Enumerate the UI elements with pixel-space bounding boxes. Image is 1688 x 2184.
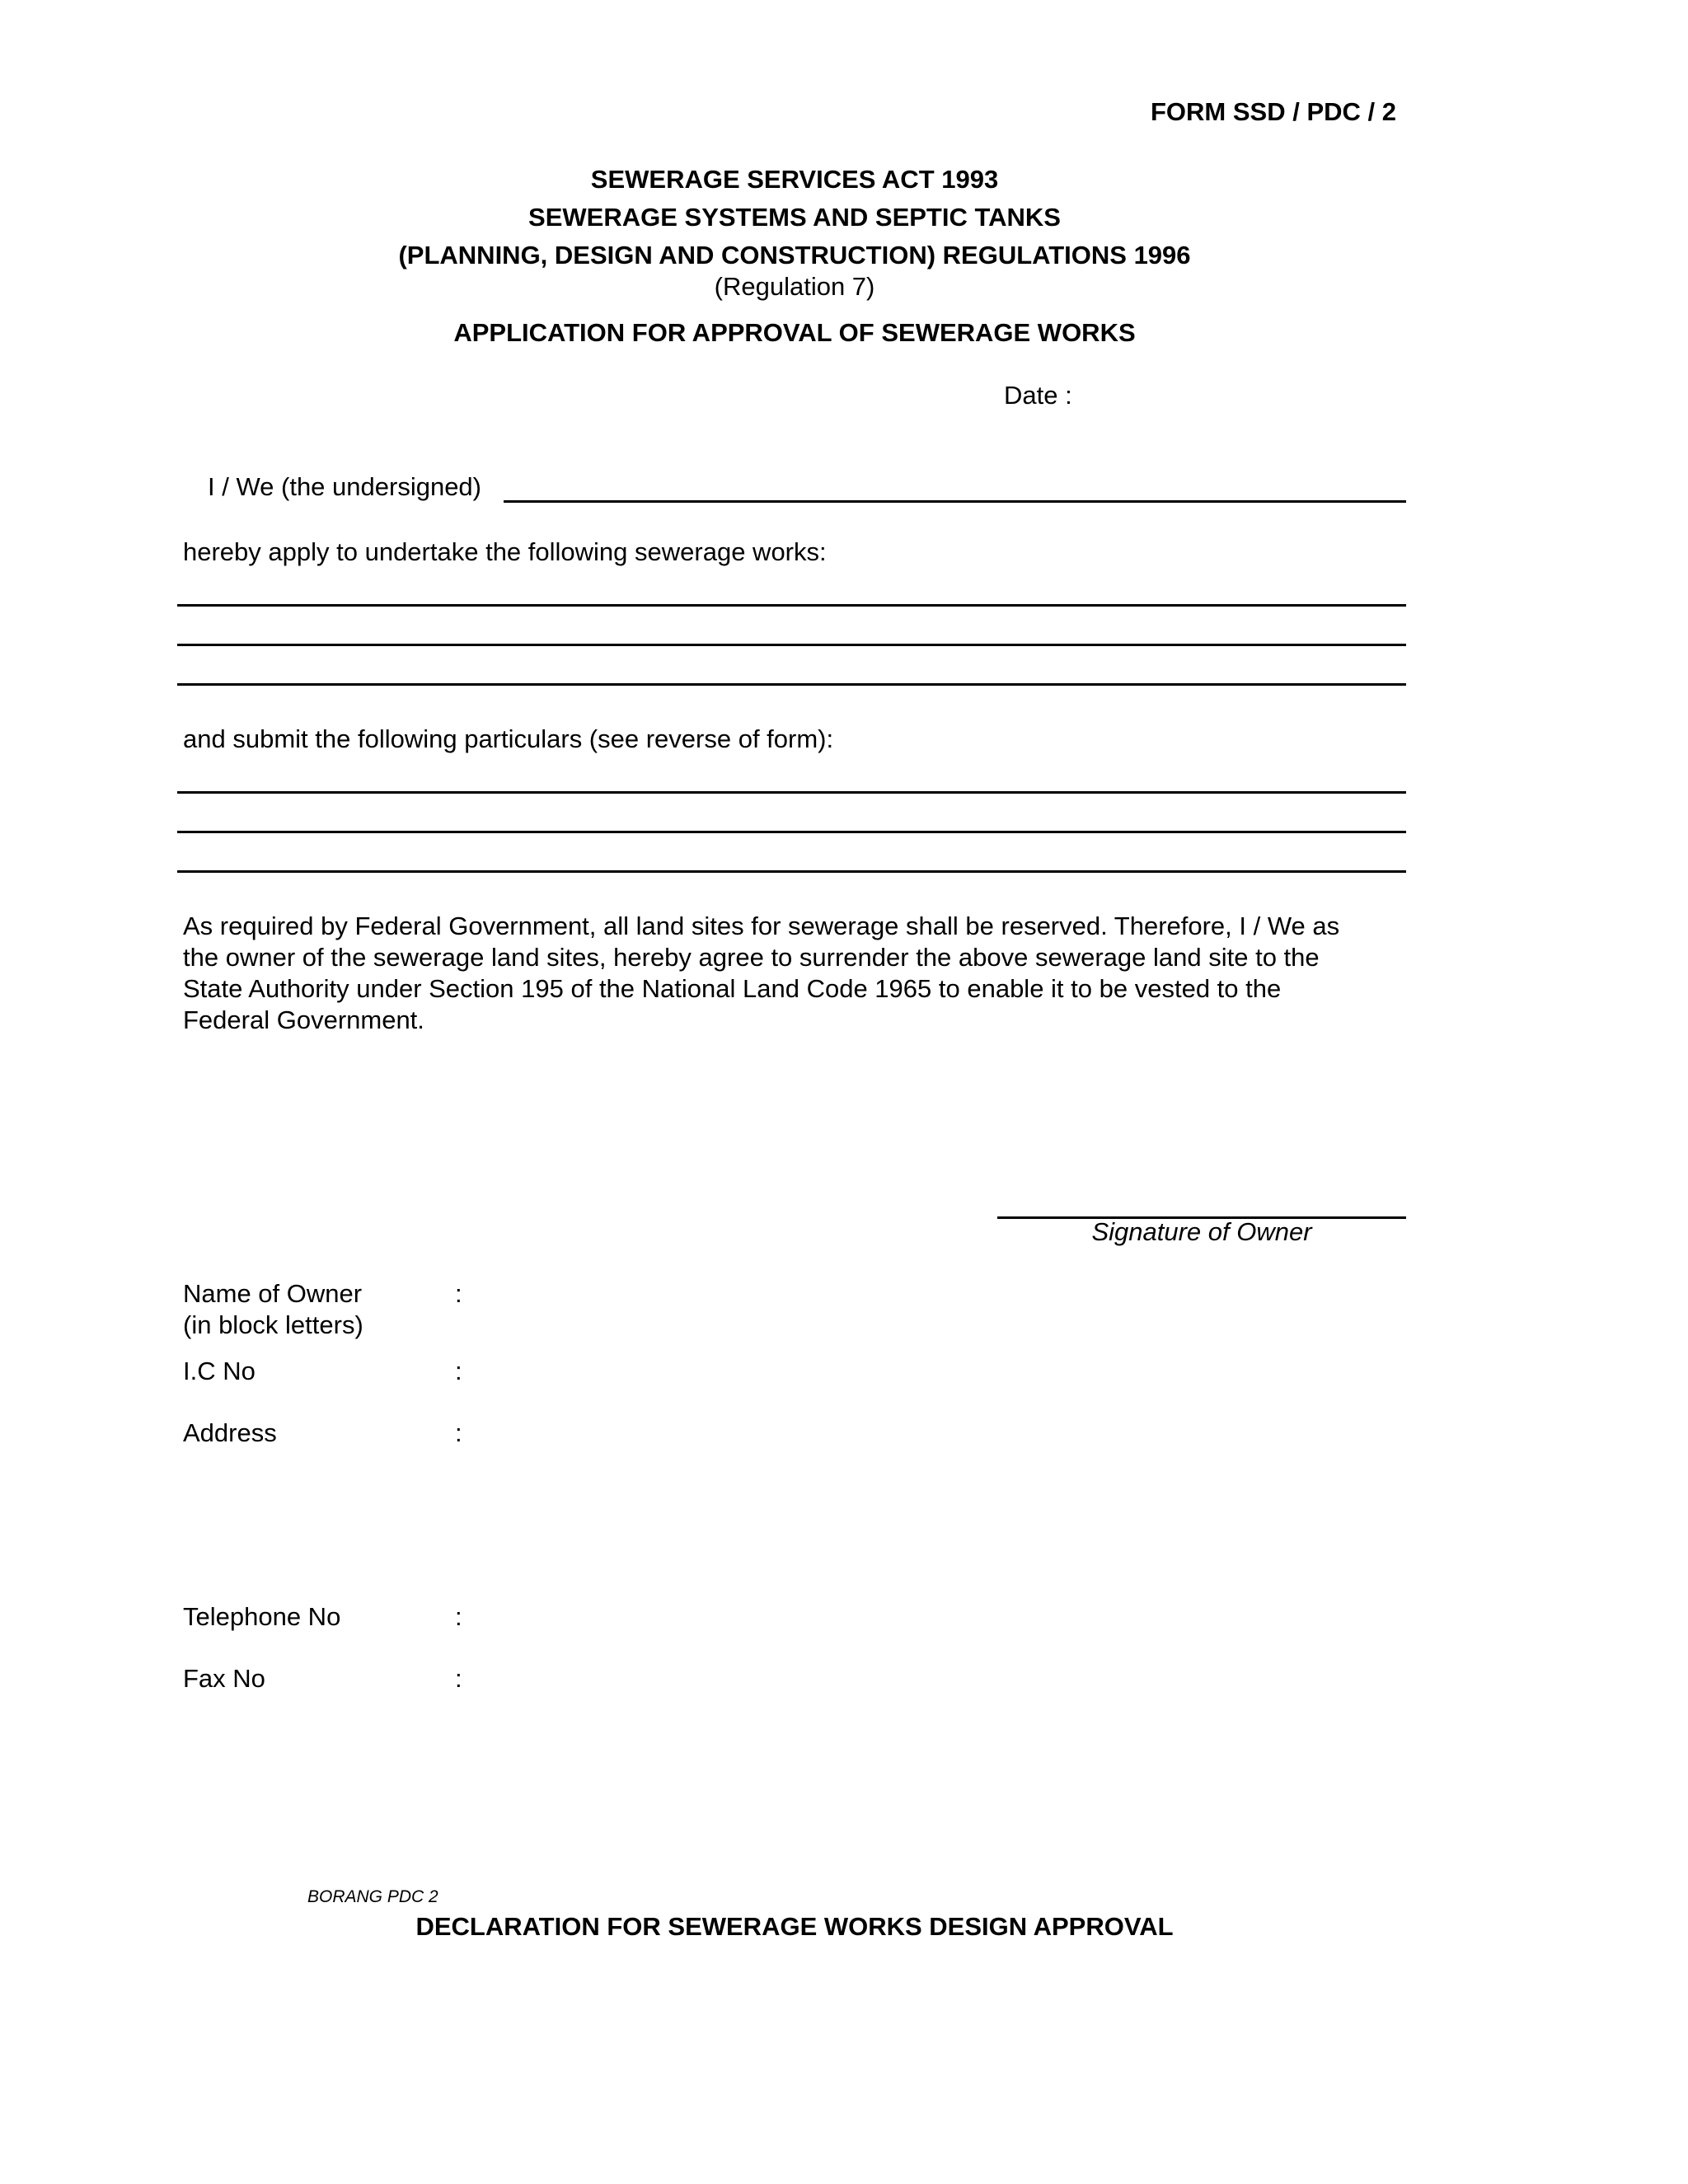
declaration-line: State Authority under Section 195 of the National Land Code 1965 to enable it to be vested to the <box>183 974 1282 1003</box>
particulars-intro: and submit the following particulars (see reverse of form): <box>183 724 834 753</box>
works-intro: hereby apply to undertake the following sewerage works: <box>183 537 827 566</box>
owner-name-sublabel: (in block letters) <box>183 1310 363 1339</box>
signature-label: Signature of Owner <box>1091 1217 1312 1246</box>
form-code: FORM SSD / PDC / 2 <box>1151 97 1396 126</box>
telephone-colon: : <box>455 1602 462 1631</box>
works-line-1[interactable] <box>177 604 1406 607</box>
telephone-label: Telephone No <box>183 1602 341 1631</box>
owner-name-colon: : <box>455 1279 462 1308</box>
regulation-reference: (Regulation 7) <box>714 272 875 301</box>
ic-no-colon: : <box>455 1357 462 1385</box>
declaration-paragraph <box>183 911 1353 1036</box>
owner-name-label: Name of Owner <box>183 1279 363 1308</box>
fax-label: Fax No <box>183 1664 265 1693</box>
form-title: APPLICATION FOR APPROVAL OF SEWERAGE WORKS <box>453 318 1136 347</box>
works-line-2[interactable] <box>177 644 1406 646</box>
applicant-name-field[interactable] <box>504 500 1406 503</box>
declaration-title: DECLARATION FOR SEWERAGE WORKS DESIGN APPROVAL <box>415 1912 1174 1941</box>
borang-code: BORANG PDC 2 <box>307 1887 438 1906</box>
applicant-label: I / We (the undersigned) <box>208 472 481 501</box>
address-colon: : <box>455 1418 462 1447</box>
declaration-line: the owner of the sewerage land sites, hereby agree to surrender the above sewerage land site to the <box>183 943 1320 972</box>
fax-colon: : <box>455 1664 462 1693</box>
date-label: Date : <box>1004 381 1072 410</box>
act-title: SEWERAGE SERVICES ACT 1993 <box>590 165 999 194</box>
particulars-line-2[interactable] <box>177 831 1406 833</box>
declaration-line: As required by Federal Government, all land sites for sewerage shall be reserved. Therefore, I / We as <box>183 912 1340 940</box>
ic-no-label: I.C No <box>183 1357 256 1385</box>
address-label: Address <box>183 1418 277 1447</box>
declaration-line: Federal Government. <box>183 1005 424 1034</box>
regulation-title-line-1: SEWERAGE SYSTEMS AND SEPTIC TANKS <box>528 203 1061 232</box>
works-line-3[interactable] <box>177 683 1406 686</box>
particulars-line-3[interactable] <box>177 870 1406 873</box>
particulars-line-1[interactable] <box>177 791 1406 794</box>
regulation-title-line-2: (PLANNING, DESIGN AND CONSTRUCTION) REGULATIONS 1996 <box>398 241 1191 269</box>
